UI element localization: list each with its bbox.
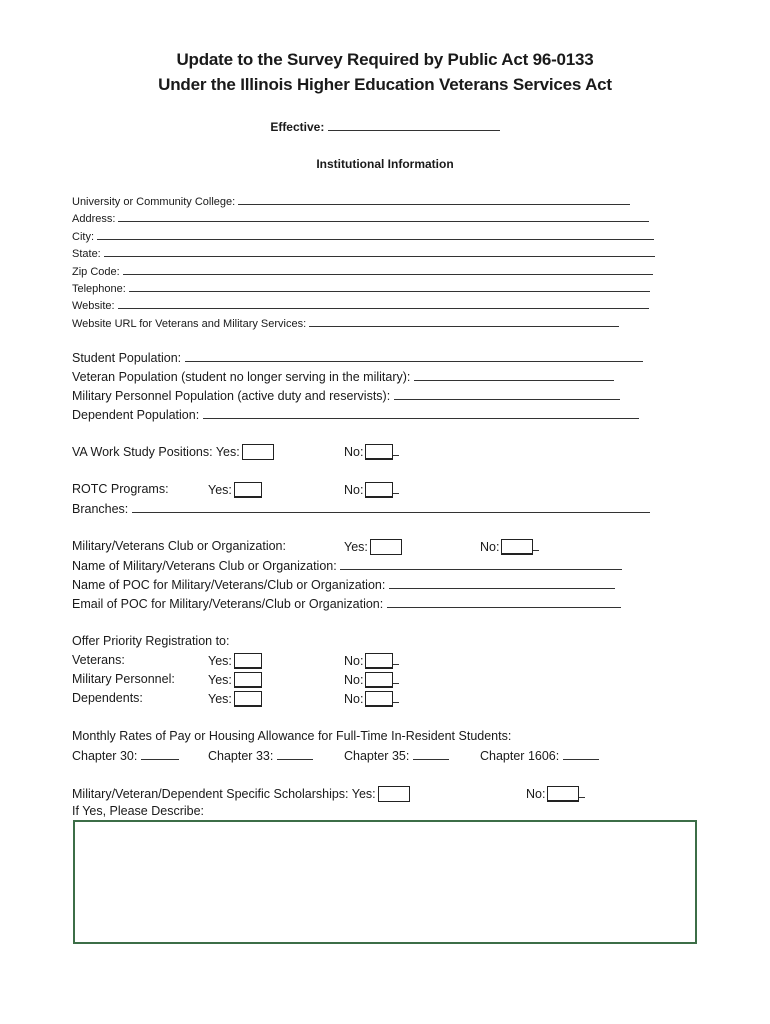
form-title-line2: Under the Illinois Higher Education Veterans Services Act [158,75,612,94]
club-name-row [72,558,622,573]
military-population-label: Military Personnel Population (active duty and reservists): [72,389,391,403]
dependent-population-field[interactable] [203,407,639,419]
address-label: Address: [72,213,116,225]
va-work-study-yes-checkbox[interactable] [242,444,274,460]
chapter35-label: Chapter 35: [344,749,410,763]
dependent-population-label: Dependent Population: [72,408,200,422]
university-field[interactable] [238,193,630,205]
chapter30-row [72,748,179,763]
va-work-study-no-label: No: [344,445,364,459]
club-no-row [480,539,539,555]
priority-military-no-row [344,672,399,688]
va-work-study-label: VA Work Study Positions: Yes: [72,445,240,459]
priority-heading: Offer Priority Registration to: [72,634,230,648]
state-row [72,245,655,260]
military-population-field[interactable] [394,388,620,400]
chapter33-row [208,748,313,763]
scholarships-no-row [526,786,585,802]
rotc-yes-label: Yes: [208,483,232,497]
website-field[interactable] [118,297,649,309]
priority-military-yes-label: Yes: [208,673,232,687]
club-no-checkbox[interactable] [501,539,533,555]
priority-veterans-yes-checkbox[interactable] [234,653,262,669]
effective-row [0,119,770,134]
veterans-url-label: Website URL for Veterans and Military Services: [72,318,307,330]
chapter1606-field[interactable] [563,748,599,760]
rotc-no-checkbox[interactable] [365,482,393,498]
student-population-label: Student Population: [72,351,182,365]
poc-name-label: Name of POC for Military/Veterans/Club or Organization: [72,578,386,592]
university-label: University or Community College: [72,196,236,208]
priority-veterans-no-label: No: [344,654,364,668]
rates-heading: Monthly Rates of Pay or Housing Allowance for Full-Time In-Resident Students: [72,729,512,743]
priority-dependents-no-label: No: [344,692,364,706]
effective-date-field[interactable] [328,119,500,131]
club-yes-label: Yes: [344,540,368,554]
rotc-no-label: No: [344,483,364,497]
priority-military-label: Military Personnel: [72,672,175,686]
priority-military-no-checkbox[interactable] [365,672,393,688]
address-row [72,210,649,225]
rotc-no-row [344,482,399,498]
chapter30-label: Chapter 30: [72,749,138,763]
dependent-population-row [72,407,639,422]
scholarships-yes-row [72,786,410,802]
priority-military-no-label: No: [344,673,364,687]
priority-veterans-yes-label: Yes: [208,654,232,668]
club-name-field[interactable] [340,558,622,570]
address-field[interactable] [118,210,649,222]
describe-label: If Yes, Please Describe: [72,804,205,818]
chapter33-label: Chapter 33: [208,749,274,763]
club-name-label: Name of Military/Veterans Club or Organization: [72,559,337,573]
veteran-population-field[interactable] [414,369,614,381]
poc-name-row [72,577,615,592]
city-label: City: [72,231,94,243]
poc-email-field[interactable] [387,596,621,608]
va-work-study-no-row [344,444,399,460]
effective-label: Effective: [270,120,325,134]
scholarships-no-checkbox[interactable] [547,786,579,802]
veteran-population-row [72,369,614,384]
telephone-row [72,280,650,295]
priority-veterans-no-checkbox[interactable] [365,653,393,669]
branches-label: Branches: [72,502,129,516]
telephone-label: Telephone: [72,283,126,295]
chapter35-row [344,748,449,763]
student-population-row [72,350,643,365]
veterans-url-row [72,315,619,330]
telephone-field[interactable] [129,280,650,292]
chapter1606-row [480,748,599,763]
veterans-url-field[interactable] [309,315,619,327]
poc-name-field[interactable] [389,577,615,589]
branches-row [72,501,650,516]
poc-email-label: Email of POC for Military/Veterans/Club or Organization: [72,597,384,611]
club-label: Military/Veterans Club or Organization: [72,539,286,553]
student-population-field[interactable] [185,350,643,362]
section-title: Institutional Information [316,157,454,171]
priority-veterans-label: Veterans: [72,653,125,667]
university-row [72,193,630,208]
zip-field[interactable] [123,263,653,275]
rotc-yes-checkbox[interactable] [234,482,262,498]
poc-email-row [72,596,621,611]
city-field[interactable] [97,228,654,240]
priority-dependents-no-checkbox[interactable] [365,691,393,707]
military-population-row [72,388,620,403]
chapter30-field[interactable] [141,748,179,760]
chapter33-field[interactable] [277,748,313,760]
priority-dependents-yes-row [208,691,262,707]
rotc-label: ROTC Programs: [72,482,169,496]
priority-dependents-yes-label: Yes: [208,692,232,706]
priority-veterans-yes-row [208,653,262,669]
club-yes-row [344,539,402,555]
state-label: State: [72,248,101,260]
scholarships-no-label: No: [526,787,546,801]
priority-dependents-label: Dependents: [72,691,143,705]
club-yes-checkbox[interactable] [370,539,402,555]
scholarships-label: Military/Veteran/Dependent Specific Scholarships: Yes: [72,787,376,801]
zip-row [72,263,653,278]
priority-military-yes-row [208,672,262,688]
rotc-yes-row [208,482,262,498]
club-no-label: No: [480,540,500,554]
chapter35-field[interactable] [413,748,449,760]
city-row [72,228,654,243]
website-label: Website: [72,300,115,312]
form-title-line1: Update to the Survey Required by Public Act 96-0133 [176,50,594,69]
state-field[interactable] [104,245,655,257]
branches-field[interactable] [132,501,650,513]
priority-veterans-no-row [344,653,399,669]
chapter1606-label: Chapter 1606: [480,749,560,763]
scholarships-description-box[interactable] [73,820,697,944]
priority-dependents-no-row [344,691,399,707]
va-work-study-no-checkbox[interactable] [365,444,393,460]
va-work-study-yes-row [72,444,274,460]
zip-label: Zip Code: [72,266,120,278]
priority-military-yes-checkbox[interactable] [234,672,262,688]
scholarships-yes-checkbox[interactable] [378,786,410,802]
website-row [72,297,649,312]
priority-dependents-yes-checkbox[interactable] [234,691,262,707]
veteran-population-label: Veteran Population (student no longer serving in the military): [72,370,411,384]
